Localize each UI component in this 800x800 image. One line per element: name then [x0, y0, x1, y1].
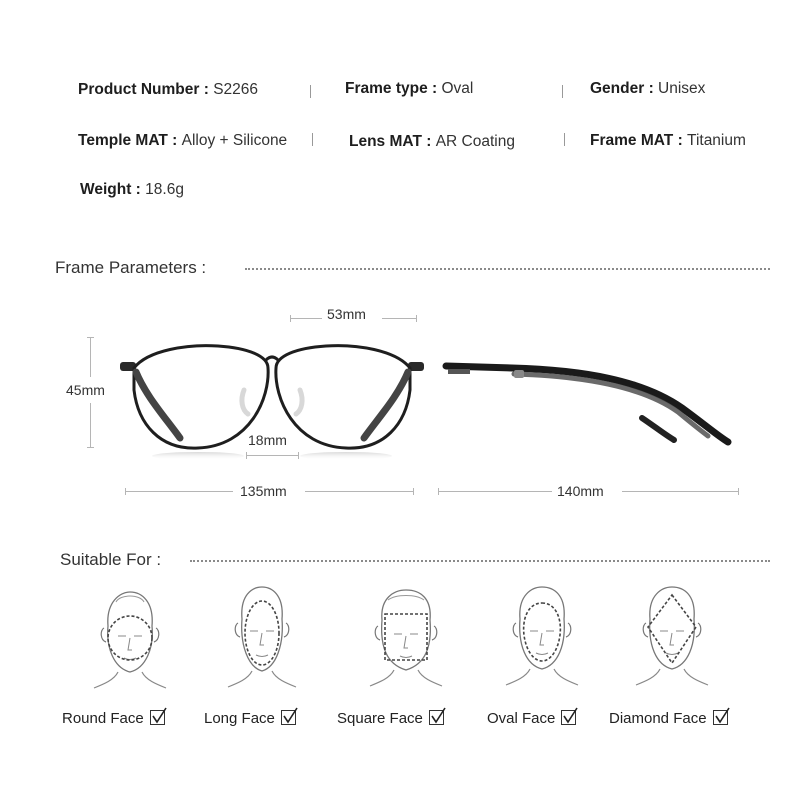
lens-height-tick [87, 447, 94, 448]
spec-value: AR Coating [435, 133, 515, 150]
spec-temple-mat: Temple MAT : Alloy + Silicone [78, 132, 288, 149]
temple-length-line [438, 491, 552, 492]
face-sketch-icon [90, 588, 170, 693]
checked-box-icon [561, 710, 576, 725]
lens-width-tick [290, 315, 291, 322]
suitable-for-title: Suitable For : [60, 550, 162, 569]
spec-gender: Gender : Unisex [590, 80, 706, 97]
face-label: Round Face [62, 710, 144, 727]
temple-length-line [622, 491, 738, 492]
spec-lens-mat: Lens MAT : AR Coating [349, 133, 515, 150]
face-sketch-icon [632, 583, 712, 688]
lens-width-label: 53mm [327, 306, 366, 322]
lens-height-line [90, 403, 91, 447]
face-option-long [204, 710, 296, 727]
spec-label: Frame MAT [590, 132, 674, 149]
lens-width-line [382, 318, 416, 319]
spec-divider [562, 85, 563, 98]
lens-width-tick [416, 315, 417, 322]
bridge-width-label: 18mm [248, 432, 287, 448]
spec-frame-type: Frame type : Oval [345, 80, 474, 97]
lens-height-line [90, 337, 91, 377]
temple-length-tick [738, 488, 739, 495]
face-label: Square Face [337, 710, 423, 727]
face-label: Diamond Face [609, 710, 707, 727]
face-sketch-icon [502, 583, 582, 688]
face-label: Long Face [204, 710, 275, 727]
lens-height-label: 45mm [66, 382, 105, 398]
spec-label: Gender [590, 80, 645, 97]
checked-box-icon [429, 710, 444, 725]
bridge-width-tick [246, 452, 247, 459]
spec-label: Lens MAT [349, 133, 422, 150]
spec-value: Titanium [687, 132, 746, 149]
checked-box-icon [281, 710, 296, 725]
bridge-width-tick [298, 452, 299, 459]
face-option-round [62, 710, 165, 727]
spec-divider [310, 85, 311, 98]
spec-value: Alloy + Silicone [181, 132, 288, 149]
spec-label: Product Number [78, 81, 200, 98]
spec-label: Temple MAT [78, 132, 168, 149]
frame-width-line [305, 491, 413, 492]
bridge-width-line [246, 455, 298, 456]
frame-width-label: 135mm [240, 483, 287, 499]
face-option-square [337, 710, 444, 727]
section-dotted-divider [190, 560, 770, 562]
lens-width-line [290, 318, 322, 319]
section-dotted-divider [245, 268, 770, 270]
face-label: Oval Face [487, 710, 556, 727]
checked-box-icon [150, 710, 165, 725]
checked-box-icon [713, 710, 728, 725]
face-option-oval [487, 710, 576, 727]
spec-frame-mat: Frame MAT : Titanium [590, 132, 746, 149]
face-sketch-icon [222, 583, 302, 688]
spec-divider [312, 133, 313, 146]
spec-weight: Weight : 18.6g [80, 181, 184, 198]
spec-label: Weight [80, 181, 132, 198]
temple-length-label: 140mm [557, 483, 604, 499]
face-option-diamond [609, 710, 728, 727]
spec-value: 18.6g [145, 181, 184, 198]
spec-value: Unisex [658, 80, 706, 97]
spec-divider [564, 133, 565, 146]
frame-parameters-title: Frame Parameters : [55, 258, 207, 277]
face-sketch-icon [366, 586, 446, 691]
frame-width-tick [413, 488, 414, 495]
spec-value: Oval [441, 80, 474, 97]
spec-value: S2266 [213, 81, 259, 98]
frame-width-line [125, 491, 233, 492]
glasses-temple-icon [442, 356, 742, 456]
spec-label: Frame type [345, 80, 428, 97]
spec-product-number: Product Number : S2266 [78, 81, 259, 98]
